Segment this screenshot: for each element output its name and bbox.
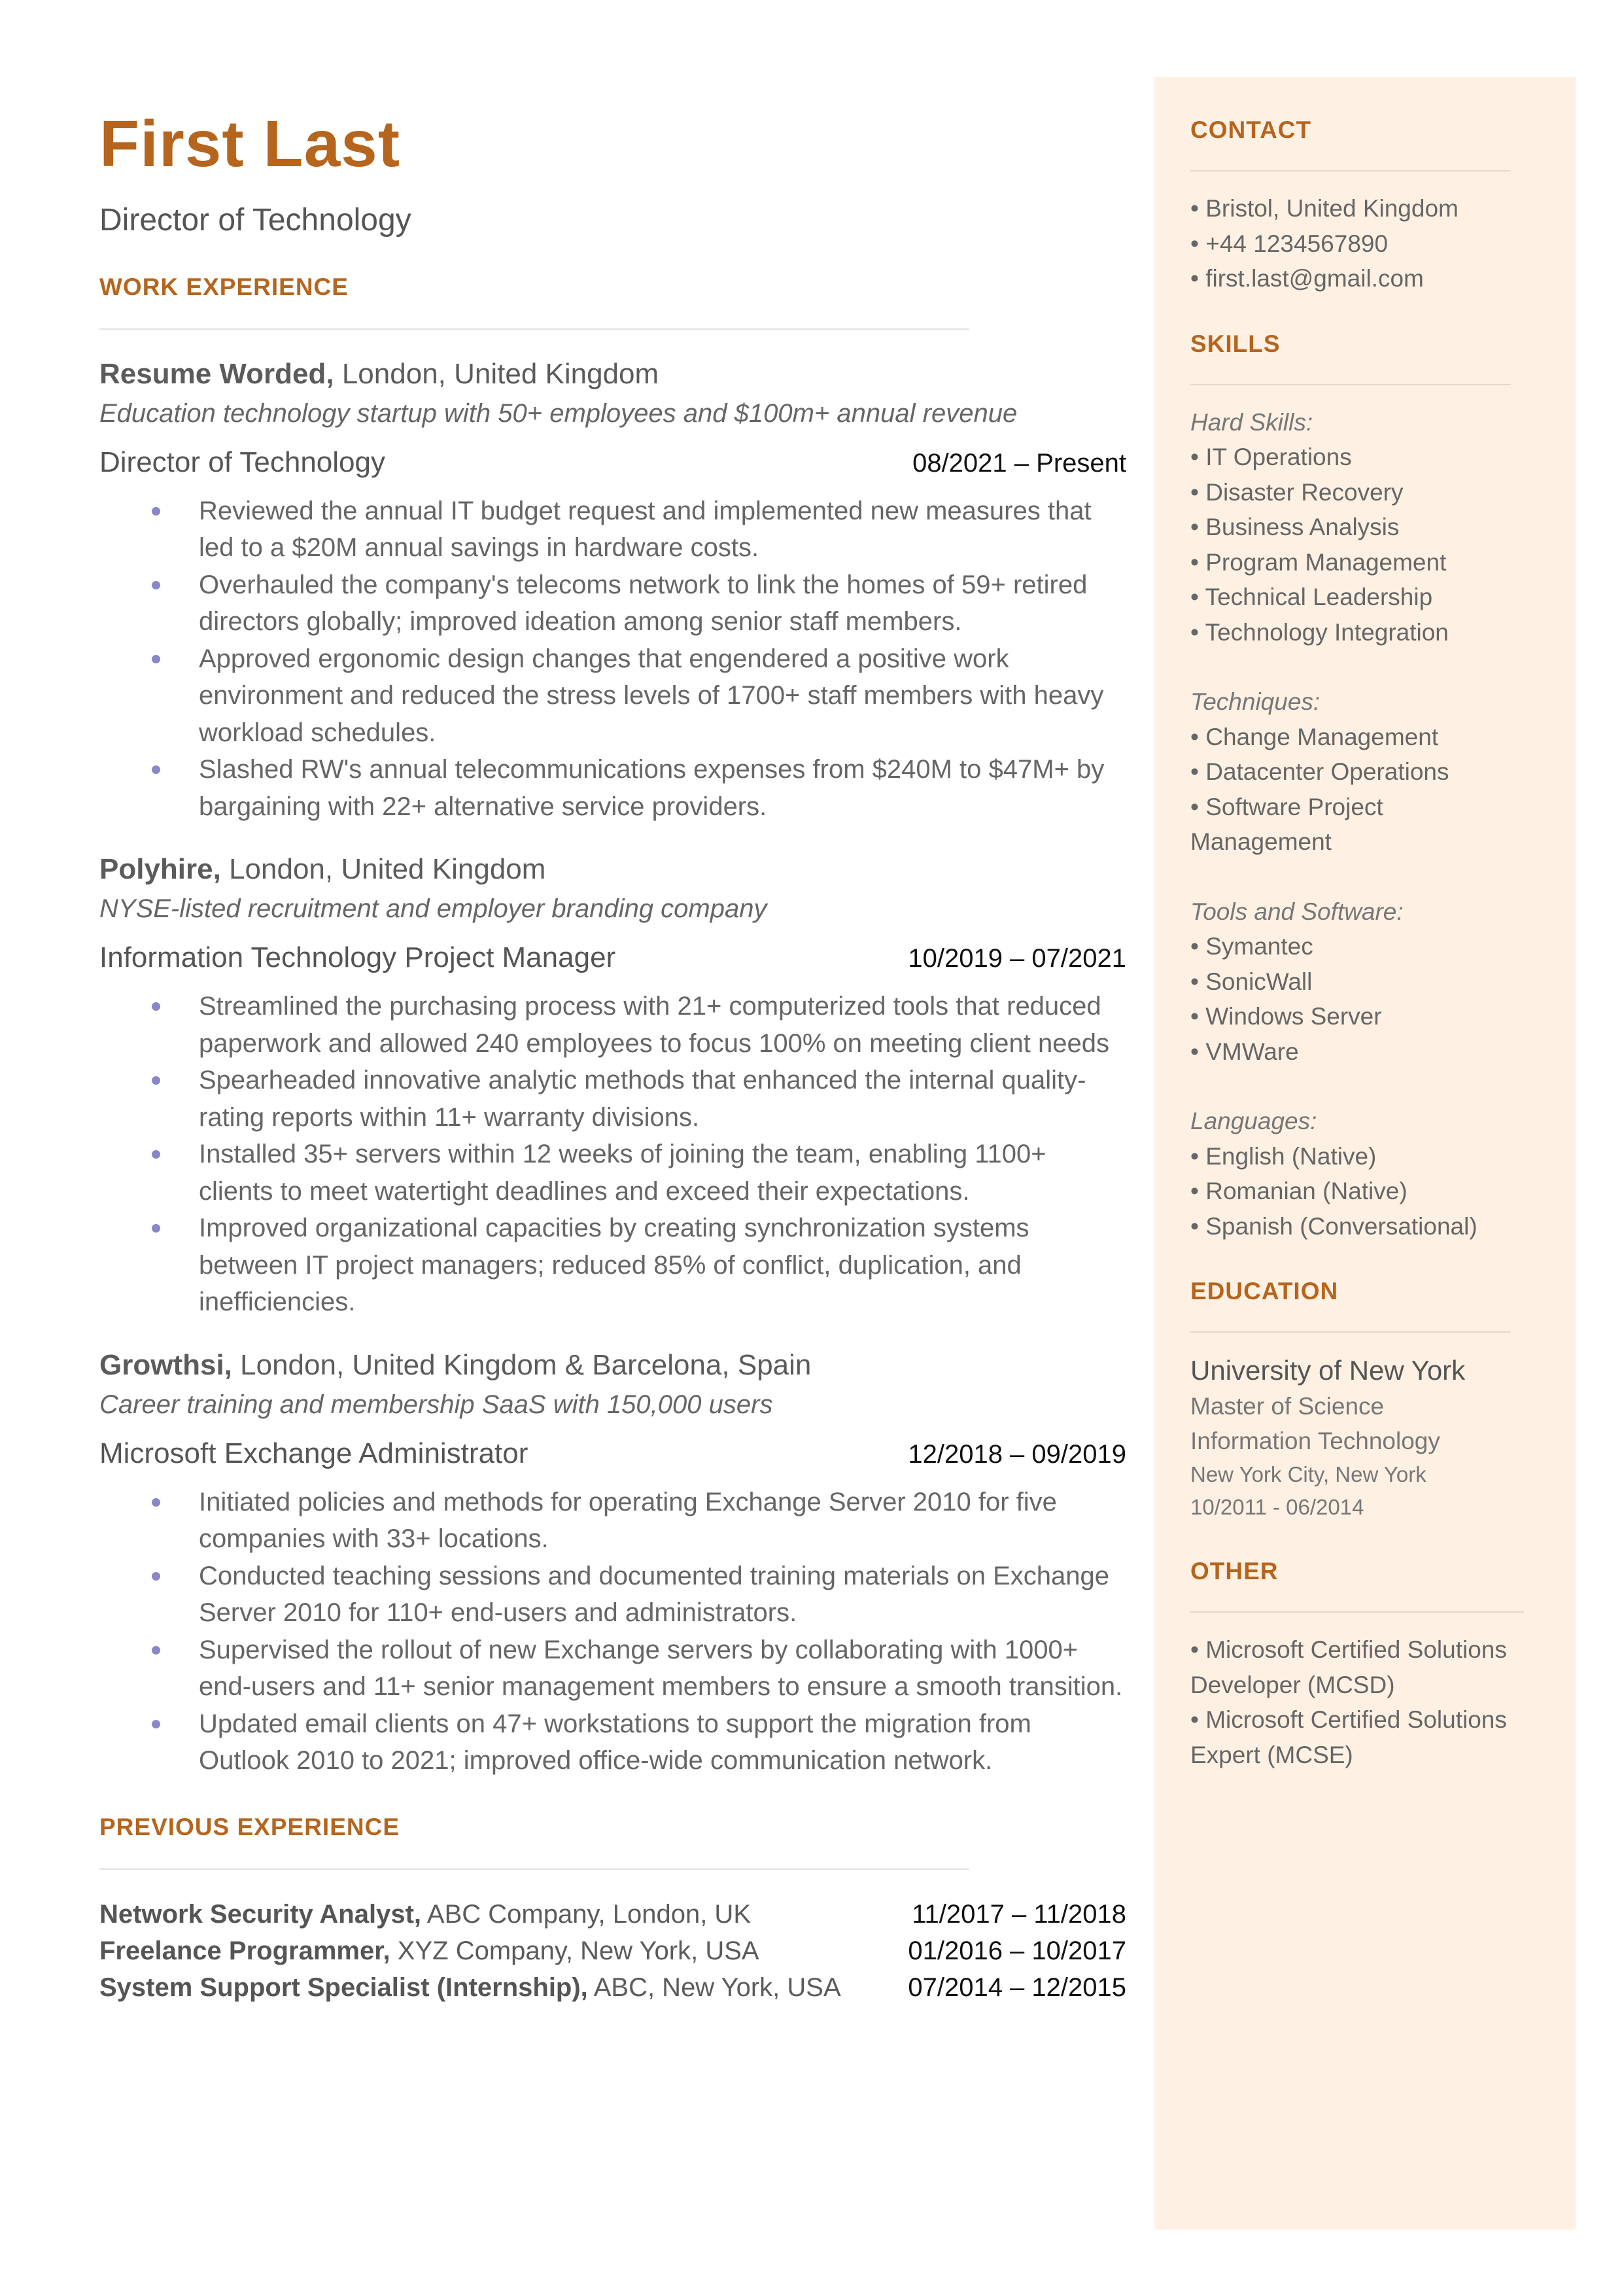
bullet-dot-icon: [152, 1150, 160, 1159]
list-item: • Technical Leadership: [1190, 584, 1433, 610]
list-item: Conducted teaching sessions and documented training materials on Exchange Server 2010 for 110+ end-users and administrators.: [99, 1558, 1126, 1632]
job-bullets: [99, 1484, 1126, 1779]
list-item: Management: [1190, 828, 1332, 855]
list-item: • Romanian (Native): [1190, 1178, 1408, 1204]
bullet-dot-icon: [152, 1572, 160, 1581]
role-row: [99, 935, 1126, 981]
job-bullets: [99, 988, 1126, 1321]
job-role: Information Technology Project Manager: [99, 941, 616, 974]
company-name: Polyhire,: [99, 853, 221, 886]
list-item: Approved ergonomic design changes that engendered a positive work environment and reduced the stress levels of 1700+ staff members with heavy workload schedules.: [99, 640, 1126, 752]
skills-category-label: Tools and Software:: [1190, 898, 1404, 925]
previous-org: XYZ Company, New York, USA: [390, 1936, 759, 1965]
list-item: Streamlined the purchasing process with 21+ computerized tools that reduced paperwork and allowed 240 employees to focus 100% on meeting client needs: [99, 988, 1126, 1062]
section-divider: [1190, 1611, 1524, 1613]
section-divider: [99, 328, 969, 330]
sidebar-content: [1190, 116, 1524, 1772]
list-item: Slashed RW's annual telecommunications expenses from $240M to $47M+ by bargaining with 22+ alternative service providers.: [99, 751, 1126, 825]
skills-list: [1190, 929, 1524, 1069]
section-heading-previous: PREVIOUS EXPERIENCE: [99, 1813, 400, 1840]
skills-list: [1190, 1139, 1524, 1244]
company-description: Education technology startup with 50+ employees and $100m+ annual revenue: [99, 398, 1018, 428]
bullet-dot-icon: [152, 765, 160, 774]
section-divider: [1190, 170, 1511, 171]
company-location: London, United Kingdom: [334, 357, 659, 390]
contact-phone: • +44 1234567890: [1190, 230, 1389, 257]
company-description: NYSE-listed recruitment and employer branding company: [99, 894, 767, 924]
previous-role: Network Security Analyst,: [99, 1899, 422, 1929]
list-item: Spearheaded innovative analytic methods that enhanced the internal quality-rating reports within 11+ warranty divisions.: [99, 1062, 1126, 1136]
previous-dates: 01/2016 – 10/2017: [908, 1936, 1126, 1965]
list-item: • Program Management: [1190, 548, 1447, 576]
bullet-dot-icon: [152, 1720, 160, 1728]
previous-role-row: [99, 1969, 1126, 2006]
list-item: • Technology Integration: [1190, 618, 1449, 646]
job-entry: [99, 850, 1126, 1321]
section-divider: [1190, 1331, 1511, 1333]
job-dates: 08/2021 – Present: [912, 448, 1126, 478]
contact-list: [1190, 191, 1524, 296]
list-item: • Microsoft Certified Solutions: [1190, 1636, 1507, 1663]
previous-dates: 11/2017 – 11/2018: [912, 1899, 1126, 1929]
other-list: [1190, 1632, 1524, 1772]
bullet-dot-icon: [152, 1076, 160, 1085]
list-item: • Business Analysis: [1190, 514, 1400, 540]
bullet-dot-icon: [152, 1224, 160, 1233]
company-description: Career training and membership SaaS with 150,000 users: [99, 1390, 773, 1419]
list-item: • English (Native): [1190, 1142, 1377, 1170]
previous-role: Freelance Programmer,: [99, 1936, 390, 1965]
job-bullets: [99, 493, 1126, 826]
bullet-dot-icon: [152, 581, 160, 589]
job-company-line: [99, 1346, 1126, 1385]
list-item: • Disaster Recovery: [1190, 478, 1404, 506]
list-item: Expert (MCSE): [1190, 1741, 1353, 1768]
company-name: Growthsi,: [99, 1348, 232, 1381]
list-item: Overhauled the company's telecoms network to link the homes of 59+ retired directors globally; improved ideation among senior staff members.: [99, 567, 1126, 640]
main-column: [99, 107, 1126, 2006]
candidate-title: Director of Technology: [99, 203, 411, 237]
work-experience-section: [99, 273, 1126, 1779]
list-item: • SonicWall: [1190, 968, 1313, 995]
list-item: • Datacenter Operations: [1190, 758, 1449, 785]
list-item: Improved organizational capacities by creating synchronization systems between IT project managers; reduced 85% of conflict, duplication, and inefficiencies.: [99, 1210, 1126, 1321]
education-dates: 10/2011 - 06/2014: [1190, 1495, 1364, 1519]
job-entry: [99, 1346, 1126, 1779]
bullet-dot-icon: [152, 507, 160, 516]
list-item: Installed 35+ servers within 12 weeks of joining the team, enabling 1100+ clients to meet watertight deadlines and exceed their expectations.: [99, 1136, 1126, 1210]
role-row: [99, 1431, 1126, 1477]
contact-email: • first.last@gmail.com: [1190, 265, 1424, 292]
list-item: • Software Project: [1190, 793, 1383, 820]
job-dates: 10/2019 – 07/2021: [908, 944, 1126, 973]
job-entry: [99, 355, 1126, 826]
bullet-dot-icon: [152, 655, 160, 663]
section-heading-skills: SKILLS: [1190, 330, 1281, 357]
education-field: Information Technology: [1190, 1428, 1440, 1454]
skills-category-label: Techniques:: [1190, 688, 1321, 715]
list-item: Updated email clients on 47+ workstations to support the migration from Outlook 2010 to 2021; improved office-wide communication network.: [99, 1706, 1126, 1779]
list-item: • Windows Server: [1190, 1003, 1382, 1030]
previous-role-row: [99, 1933, 1126, 1969]
section-divider: [99, 1868, 969, 1870]
previous-experience-section: [99, 1813, 1126, 2006]
previous-dates: 07/2014 – 12/2015: [908, 1972, 1126, 2002]
contact-location: • Bristol, United Kingdom: [1190, 195, 1459, 222]
education-location: New York City, New York: [1190, 1462, 1426, 1486]
company-name: Resume Worded,: [99, 357, 334, 390]
job-company-line: [99, 850, 1126, 889]
list-item: • Spanish (Conversational): [1190, 1212, 1477, 1240]
previous-role: System Support Specialist (Internship),: [99, 1972, 588, 2002]
section-heading-other: OTHER: [1190, 1558, 1279, 1585]
list-item: Reviewed the annual IT budget request and implemented new measures that led to a $20M annual savings in hardware costs.: [99, 493, 1126, 567]
list-item: Supervised the rollout of new Exchange servers by collaborating with 1000+ end-users and 11+ senior management members to ensure a smooth transition.: [99, 1632, 1126, 1706]
list-item: Initiated policies and methods for operating Exchange Server 2010 for five companies with 33+ locations.: [99, 1484, 1126, 1558]
list-item: • Change Management: [1190, 723, 1439, 750]
education-degree: Master of Science: [1190, 1393, 1385, 1420]
job-dates: 12/2018 – 09/2019: [908, 1439, 1126, 1469]
previous-role-row: [99, 1896, 1126, 1933]
skills-category-label: Languages:: [1190, 1108, 1317, 1134]
role-row: [99, 440, 1126, 486]
section-heading-contact: CONTACT: [1190, 116, 1312, 143]
company-location: London, United Kingdom & Barcelona, Spain: [232, 1348, 812, 1381]
job-role: Director of Technology: [99, 446, 385, 478]
education-school: University of New York: [1190, 1355, 1466, 1386]
section-heading-education: EDUCATION: [1190, 1278, 1339, 1305]
candidate-name: First Last: [99, 107, 401, 181]
list-item: • Symantec: [1190, 933, 1313, 960]
section-heading-work: WORK EXPERIENCE: [99, 273, 349, 300]
previous-org: ABC Company, London, UK: [421, 1899, 751, 1929]
list-item: • IT Operations: [1190, 444, 1352, 470]
list-item: • Microsoft Certified Solutions: [1190, 1706, 1507, 1733]
bullet-dot-icon: [152, 1646, 160, 1655]
bullet-dot-icon: [152, 1002, 160, 1011]
previous-org: ABC, New York, USA: [587, 1972, 841, 2002]
job-role: Microsoft Exchange Administrator: [99, 1437, 528, 1469]
bullet-dot-icon: [152, 1498, 160, 1507]
section-divider: [1190, 384, 1511, 385]
job-company-line: [99, 355, 1126, 394]
skills-list: [1190, 720, 1524, 860]
list-item: Developer (MCSD): [1190, 1671, 1395, 1698]
list-item: • VMWare: [1190, 1038, 1299, 1065]
skills-list: [1190, 440, 1524, 650]
company-location: London, United Kingdom: [220, 853, 546, 886]
skills-category-label: Hard Skills:: [1190, 408, 1313, 436]
